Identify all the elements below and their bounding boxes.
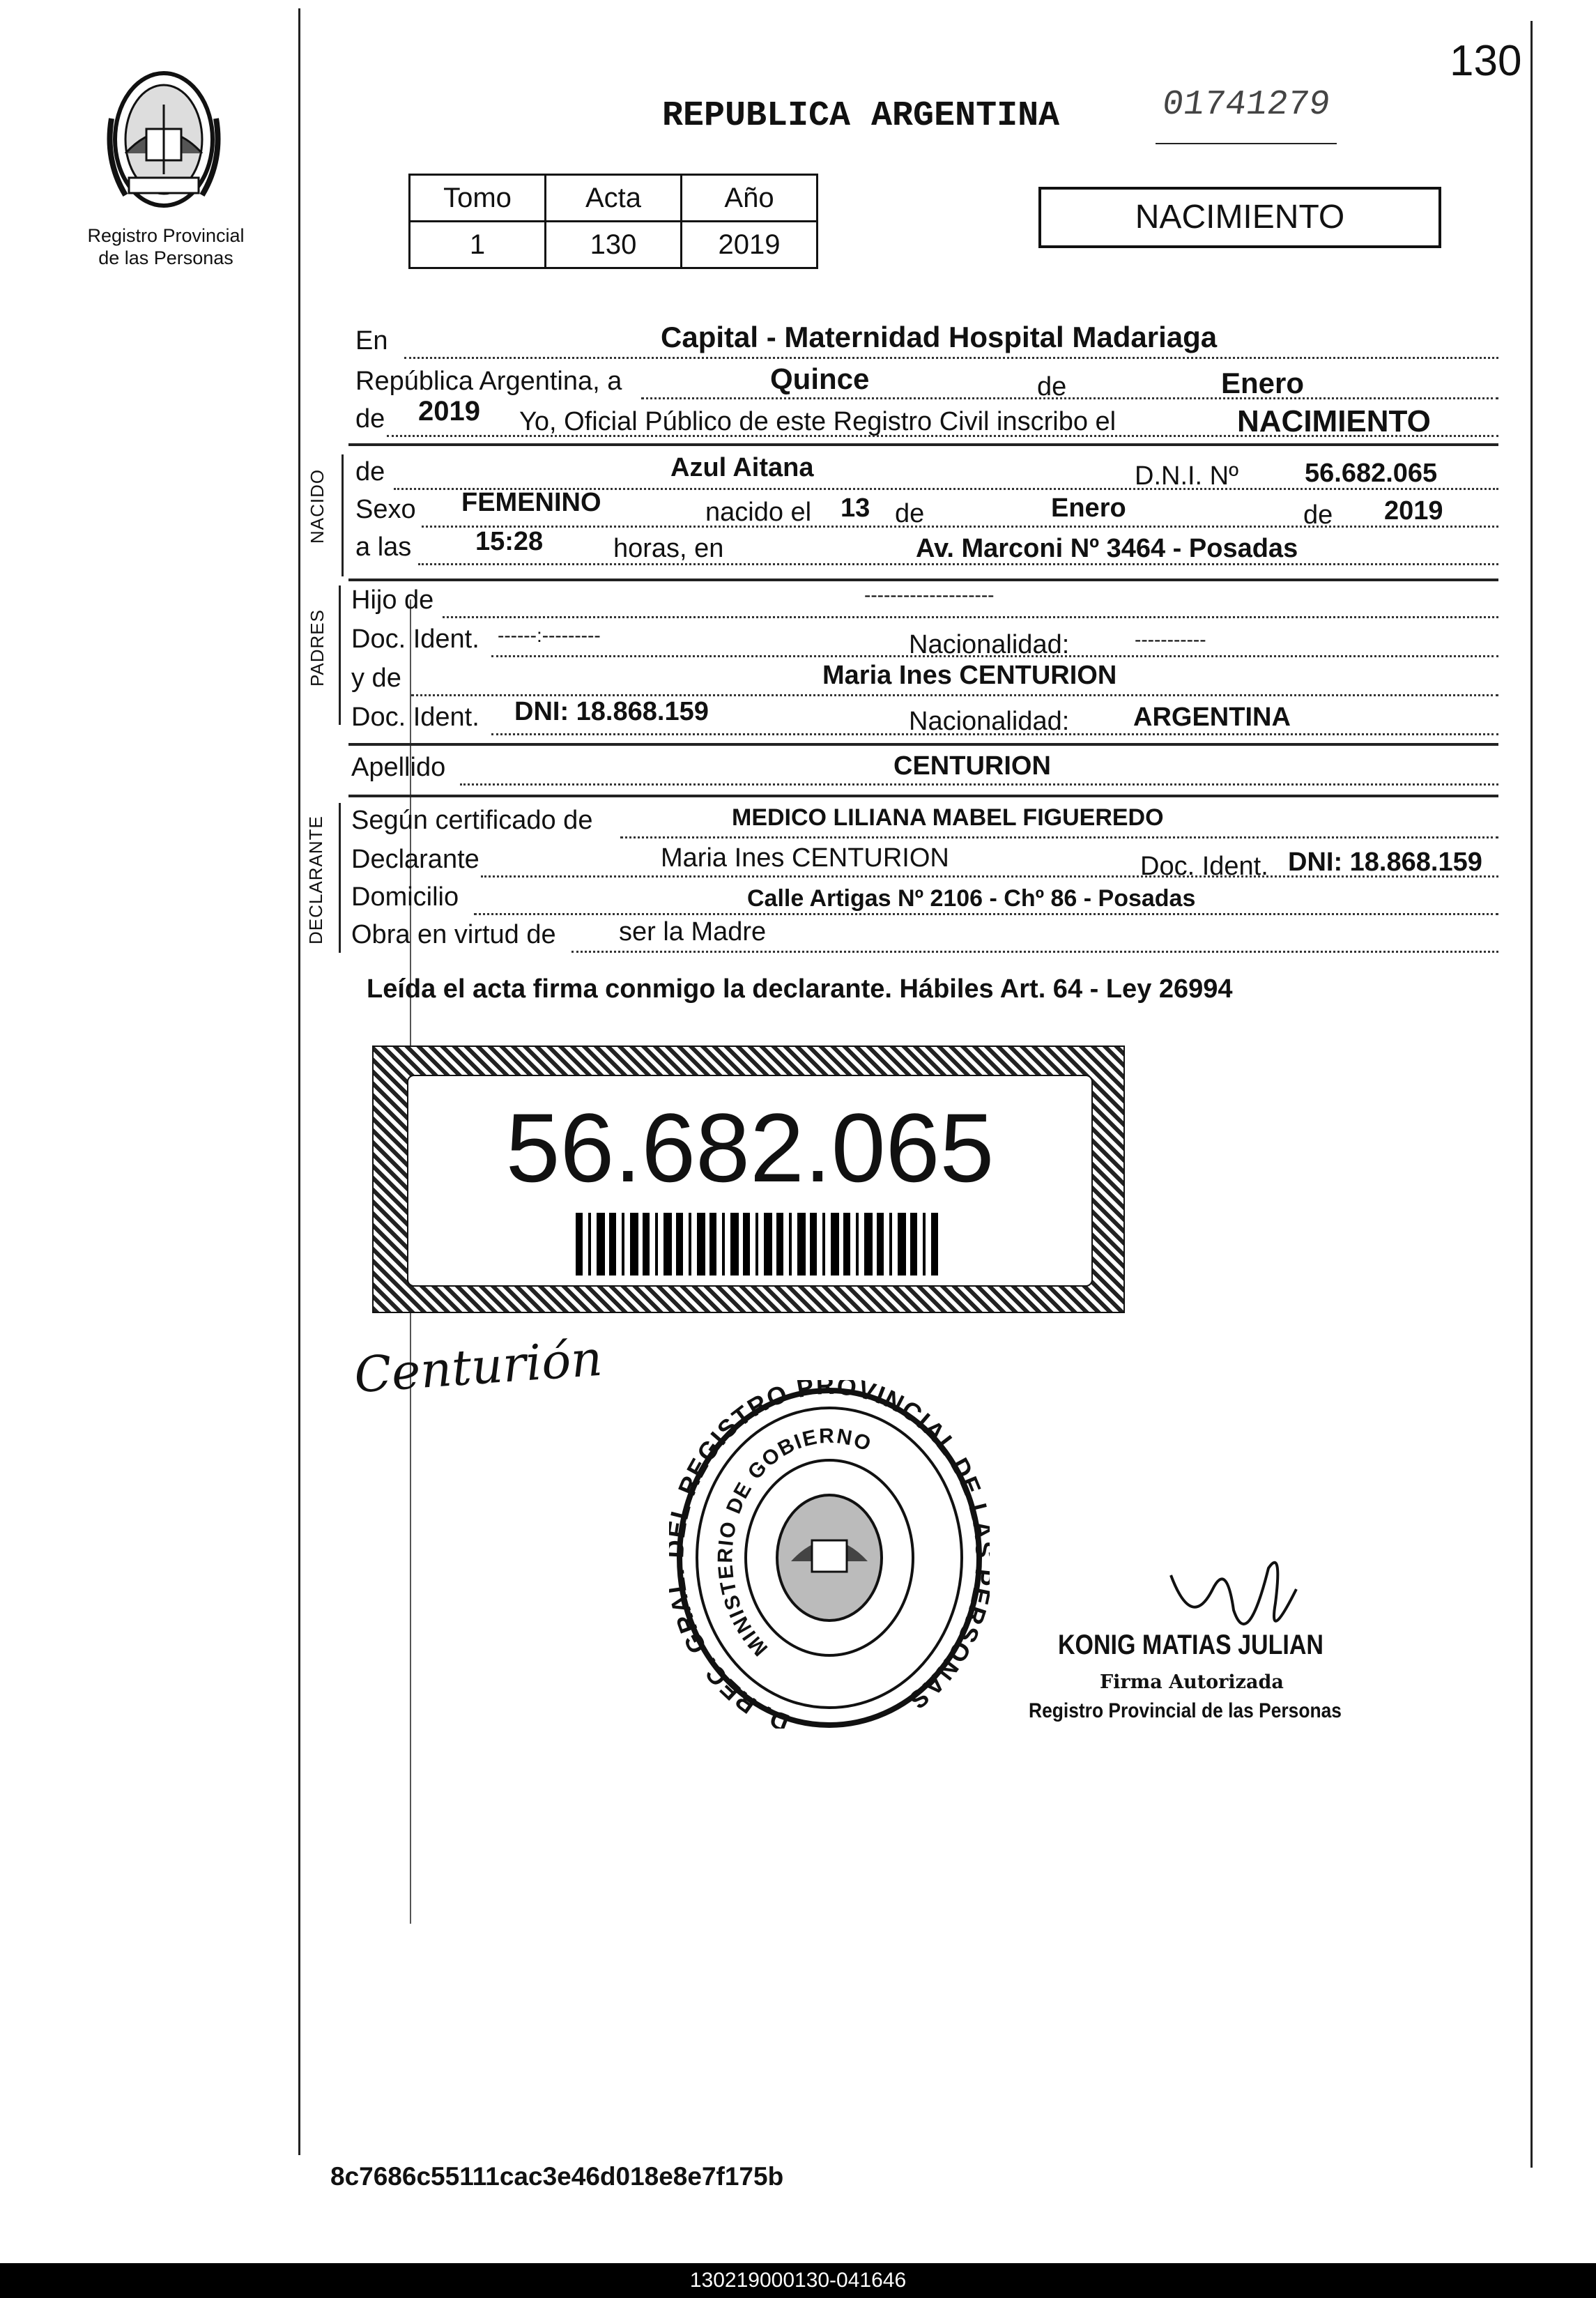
stamp-inner-text: MINISTERIO DE GOBIERNO <box>714 1424 875 1660</box>
label-doc-declarante: Doc. Ident. <box>1140 852 1268 881</box>
official-stamp <box>669 1380 990 1729</box>
label-de-birth-year: de <box>1303 500 1333 530</box>
birth-time: 15:28 <box>475 527 544 556</box>
mother-nat: ARGENTINA <box>1133 703 1291 732</box>
label-de-name: de <box>355 457 385 487</box>
apellido: CENTURION <box>893 751 1051 781</box>
label-cert: Según certificado de <box>351 806 593 835</box>
label-doc-father: Doc. Ident. <box>351 625 479 654</box>
rule-nacido-top <box>348 443 1498 446</box>
dots-father <box>443 616 1498 618</box>
value-tomo: 1 <box>410 222 546 268</box>
label-de-month: de <box>1037 372 1067 401</box>
label-doc-mother: Doc. Ident. <box>351 703 479 732</box>
birth-place: Av. Marconi Nº 3464 - Posadas <box>916 534 1298 563</box>
birth-year: 2019 <box>1384 496 1443 526</box>
father-name: -------------------- <box>864 584 995 606</box>
label-declarante: Declarante <box>351 845 479 874</box>
cert: MEDICO LILIANA MABEL FIGUEREDO <box>732 804 1164 831</box>
official-org: Registro Provincial de las Personas <box>1029 1699 1342 1722</box>
dots-sexo <box>422 526 1498 528</box>
label-horas: horas, en <box>613 534 724 563</box>
document-hash: 8c7686c55111cac3e46d018e8e7f175b <box>330 2162 784 2191</box>
official-role: Firma Autorizada <box>1100 1671 1284 1693</box>
dots-mother <box>411 694 1498 696</box>
closing-statement: Leída el acta firma conmigo la declarante. Hábiles Art. 64 - Ley 26994 <box>367 974 1233 1004</box>
label-y-de: y de <box>351 664 401 693</box>
dots-cert <box>620 836 1498 838</box>
declarante-doc: DNI: 18.868.159 <box>1288 848 1482 877</box>
dots-en <box>404 357 1498 359</box>
org-name: Registro Provincial de las Personas <box>87 225 245 268</box>
label-nacido-el: nacido el <box>705 498 812 527</box>
father-doc: ------:--------- <box>498 625 601 646</box>
label-domicilio: Domicilio <box>351 882 459 912</box>
header-tomo: Tomo <box>410 175 546 222</box>
section-declarante-label: DECLARANTE <box>305 815 326 944</box>
label-nac-mother: Nacionalidad: <box>909 707 1070 736</box>
act-type: NACIMIENTO <box>1237 404 1431 438</box>
rule-declarante-top <box>348 795 1498 797</box>
section-padres-label: PADRES <box>307 609 328 687</box>
label-dni: D.N.I. Nº <box>1135 461 1238 491</box>
label-sexo: Sexo <box>355 495 416 524</box>
dots-apellido <box>460 783 1498 786</box>
label-obra: Obra en virtud de <box>351 920 556 949</box>
value-ano: 2019 <box>682 222 818 268</box>
place: Capital - Maternidad Hospital Madariaga <box>661 321 1218 353</box>
mother-doc: DNI: 18.868.159 <box>514 697 709 726</box>
label-hijo: Hijo de <box>351 585 434 615</box>
label-en: En <box>355 326 388 355</box>
header-acta: Acta <box>546 175 682 222</box>
footer-code: 130219000130-041646 <box>689 2269 907 2292</box>
father-nat: ----------- <box>1135 629 1206 650</box>
header-ano: Año <box>682 175 818 222</box>
dots-obra <box>571 951 1498 953</box>
label-nac-father: Nacionalidad: <box>909 630 1070 659</box>
obra: ser la Madre <box>619 917 767 947</box>
label-yo: Yo, Oficial Público de este Registro Civil inscribo el <box>519 407 1117 436</box>
register-table <box>408 174 818 269</box>
child-dni: 56.682.065 <box>1305 459 1438 488</box>
label-apellido: Apellido <box>351 753 446 782</box>
left-margin-line <box>298 8 300 2155</box>
rule-apellido-top <box>348 743 1498 746</box>
country-title: REPUBLICA ARGENTINA <box>662 96 1060 136</box>
official-name: KONIG MATIAS JULIAN <box>1058 1630 1323 1660</box>
footer-bar <box>0 2263 1596 2298</box>
document-type-box <box>1038 187 1441 248</box>
dots-republica <box>641 397 1498 399</box>
section-nacido-label: NACIDO <box>307 468 328 544</box>
declarante-bar <box>339 803 341 953</box>
serial-underline <box>1156 143 1337 144</box>
child-name: Azul Aitana <box>670 453 814 482</box>
id-number: 56.682.065 <box>505 1093 995 1202</box>
nacido-bar <box>342 454 344 576</box>
serial-number: 01741279 <box>1159 85 1333 125</box>
right-margin-line <box>1530 21 1533 2168</box>
label-republica: República Argentina, a <box>355 367 622 396</box>
declarant-signature: Centurión <box>352 1329 604 1404</box>
label-de-year: de <box>355 404 385 434</box>
value-acta: 130 <box>546 222 682 268</box>
declarante-name: Maria Ines CENTURION <box>661 843 949 873</box>
dots-domicilio <box>474 913 1498 915</box>
padres-bar <box>339 585 341 725</box>
label-de-birth-month: de <box>895 499 925 528</box>
id-sticker-inner <box>407 1075 1093 1287</box>
id-barcode <box>576 1213 938 1276</box>
province-seal <box>98 63 230 216</box>
stamp-outer-text: D. REC. GR REGISTRO PROVINCIAL DE RSONAS <box>669 1380 990 1729</box>
label-a-las: a las <box>355 533 412 562</box>
day-word: Quince <box>770 362 870 395</box>
mother-name: Maria Ines CENTURION <box>822 661 1117 690</box>
year: 2019 <box>418 396 480 427</box>
sexo: FEMENINO <box>461 488 601 517</box>
rule-padres-top <box>348 579 1498 581</box>
domicilio: Calle Artigas Nº 2106 - Chº 86 - Posadas <box>747 885 1196 912</box>
document-type: NACIMIENTO <box>1135 199 1345 236</box>
id-sticker <box>372 1045 1125 1313</box>
birth-day: 13 <box>841 493 870 523</box>
page-number: 130 <box>1450 37 1522 85</box>
birth-month: Enero <box>1051 493 1126 523</box>
month: Enero <box>1221 367 1305 399</box>
